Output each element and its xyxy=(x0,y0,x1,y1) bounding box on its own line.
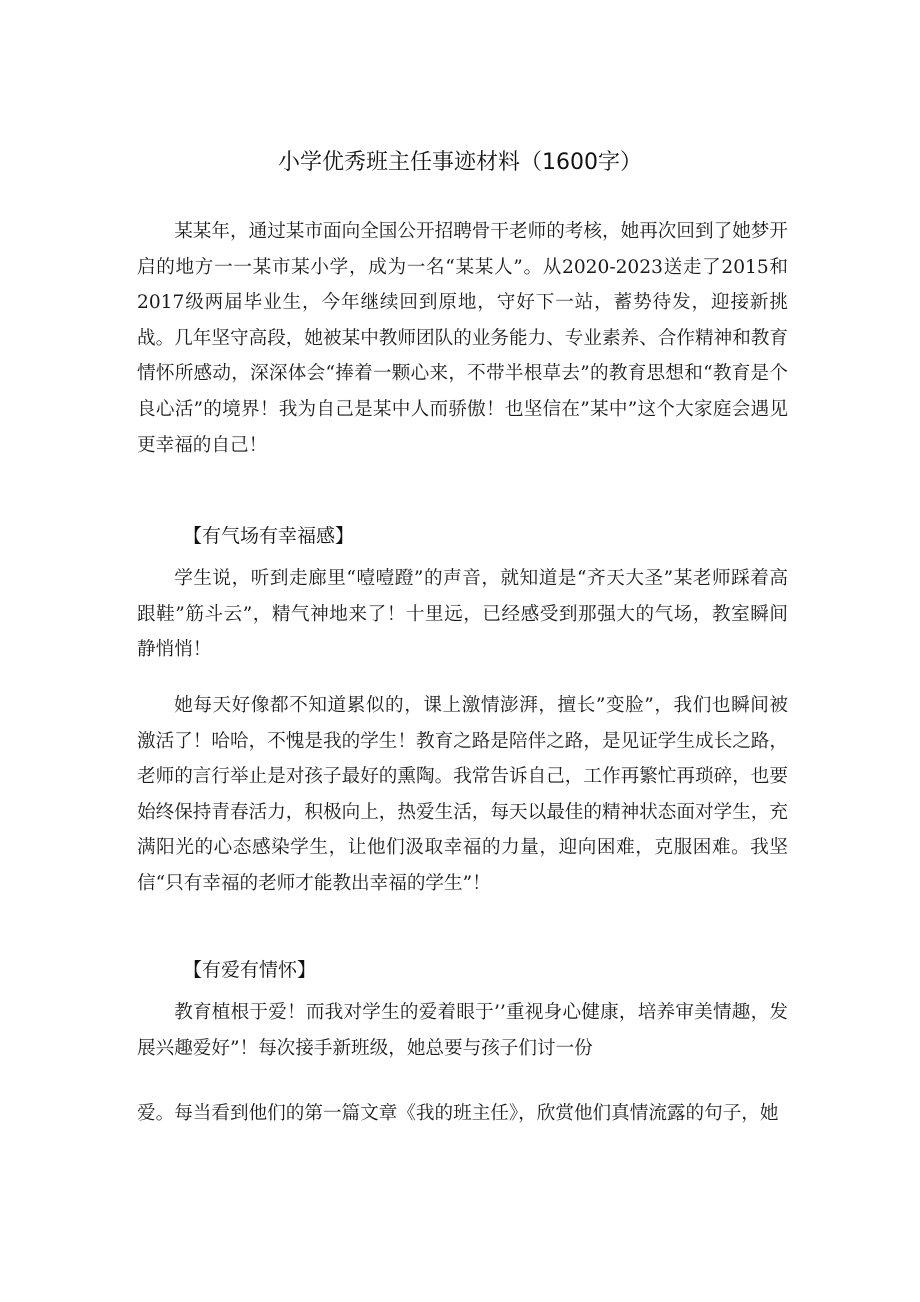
paragraph-students-say: 学生说，听到走廊里“噎噎蹬”的声音，就知道是“齐天大圣”某老师踩着高跟鞋”筋斗云”，精气神地来了！十里远，已经感受到那强大的气场，教室瞬间静悄悄！ xyxy=(137,568,788,661)
paragraph-intro: 某某年，通过某市面向全国公开招聘骨干老师的考核，她再次回到了她梦开启的地方一一某市某小学，成为一名“某某人”。从2020-2023送走了2015和2017级两届毕业生，今年继续回到原地，守好下一站，蓄势待发，迎接新挑战。几年坚守高段，她被某中教师团队的业务能力、专业素养、合作精神和教育情怀所感动，深深体会“捧着一颗心来，不带半根草去”的教育思想和“教育是个良心活”的境界！我为自己是某中人而骄傲！也坚信在”某中”这个大家庭会遇见更幸福的自己！ xyxy=(137,221,788,456)
section-heading-love: 【有爱有情怀】 xyxy=(183,959,317,981)
section-heading-aura: 【有气场有幸福感】 xyxy=(183,525,355,547)
paragraph-education-love: 教育植根于爱！而我对学生的爱着眼于’’重视身心健康，培养审美情趣，发展兴趣爱好”！每次接手新班级，她总要与孩子们讨一份 xyxy=(137,1002,788,1059)
paragraph-continuation: 爱。每当看到他们的第一篇文章《我的班主任》，欣赏他们真情流露的句子，她 xyxy=(137,1103,779,1124)
paragraph-daily-energy: 她每天好像都不知道累似的，课上激情澎湃，擅长”变脸”，我们也瞬间被激活了！哈哈，不愧是我的学生！教育之路是陪伴之路，是见证学生成长之路，老师的言行举止是对孩子最好的熏陶。我常告诉自己，工作再繁忙再琐碎，也要始终保持青春活力，积极向上，热爱生活，每天以最佳的精神状态面对学生，充满阳光的心态感染学生，让他们汲取幸福的力量，迎向困难，克服困难。我坚信“只有幸福的老师才能教出幸福的学生”！ xyxy=(137,695,788,894)
document-title: 小学优秀班主任事迹材料（1600字） xyxy=(278,150,642,175)
